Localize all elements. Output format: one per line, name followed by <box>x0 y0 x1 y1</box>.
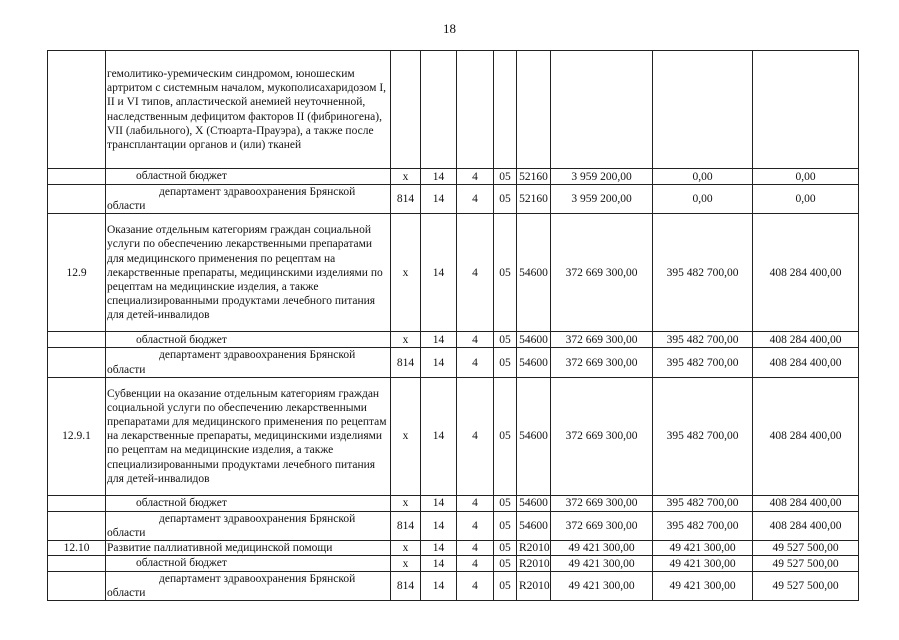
table-row <box>48 495 859 511</box>
item-number <box>48 495 106 511</box>
item-name: областной бюджет <box>106 556 391 571</box>
cell-cs1: 05 <box>494 556 517 571</box>
cell-cs1: 05 <box>494 214 517 332</box>
cell-year2: 49 421 300,00 <box>653 571 753 600</box>
item-name <box>106 571 391 600</box>
cell-rz: 14 <box>421 495 457 511</box>
cell-year1: 372 669 300,00 <box>551 377 653 495</box>
item-number: 12.9.1 <box>48 377 106 495</box>
cell-gr: 814 <box>391 571 421 600</box>
cell-rz: 14 <box>421 511 457 540</box>
cell-gr <box>391 51 421 169</box>
item-number: 12.10 <box>48 541 106 556</box>
item-number <box>48 51 106 169</box>
cell-pr: 4 <box>457 185 494 214</box>
dept-name: департамент здравоохранения Брянской <box>159 349 356 362</box>
table-row <box>48 571 859 600</box>
table-row <box>48 556 859 571</box>
cell-pr: 4 <box>457 495 494 511</box>
cell-rz <box>421 51 457 169</box>
cell-cs2: R2010 <box>517 556 551 571</box>
cell-year1: 3 959 200,00 <box>551 185 653 214</box>
table-row <box>48 51 859 169</box>
item-name <box>106 185 391 214</box>
cell-year1: 49 421 300,00 <box>551 556 653 571</box>
cell-rz: 14 <box>421 571 457 600</box>
cell-year3 <box>753 51 859 169</box>
cell-cs2: 54600 <box>517 377 551 495</box>
cell-year1: 372 669 300,00 <box>551 511 653 540</box>
item-number <box>48 556 106 571</box>
cell-gr: x <box>391 377 421 495</box>
table-row <box>48 214 859 332</box>
cell-year1: 3 959 200,00 <box>551 169 653 185</box>
cell-year1: 372 669 300,00 <box>551 332 653 348</box>
dept-name: департамент здравоохранения Брянской <box>159 572 356 585</box>
cell-cs1: 05 <box>494 511 517 540</box>
cell-pr: 4 <box>457 377 494 495</box>
cell-year2: 395 482 700,00 <box>653 348 753 377</box>
cell-cs1: 05 <box>494 495 517 511</box>
cell-year3: 408 284 400,00 <box>753 511 859 540</box>
item-name: областной бюджет <box>106 332 391 348</box>
item-number <box>48 348 106 377</box>
cell-rz: 14 <box>421 556 457 571</box>
cell-year3: 408 284 400,00 <box>753 495 859 511</box>
item-name <box>106 348 391 377</box>
cell-year3: 408 284 400,00 <box>753 332 859 348</box>
cell-gr: x <box>391 495 421 511</box>
dept-name: департамент здравоохранения Брянской <box>159 186 356 198</box>
item-name <box>106 511 391 540</box>
item-number <box>48 571 106 600</box>
cell-cs2: 54600 <box>517 214 551 332</box>
cell-year1: 49 421 300,00 <box>551 541 653 556</box>
item-number <box>48 185 106 214</box>
dept-name-cont: области <box>107 363 146 376</box>
cell-cs2: 52160 <box>517 185 551 214</box>
cell-cs1: 05 <box>494 541 517 556</box>
cell-cs2: 54600 <box>517 511 551 540</box>
cell-cs2: 52160 <box>517 169 551 185</box>
item-name: Субвенции на оказание отдельным категориям граждан социальной услуги по обеспечению лекарственными препаратами для медицинского применения по рецептам на лекарственные препараты, медицинскими изделиями по рецептам на медицинские изделия, а также специализированными продуктами лечебного питания для детей-инвалидов <box>106 377 391 495</box>
cell-gr: x <box>391 169 421 185</box>
dept-name-cont: области <box>107 527 146 540</box>
cell-pr: 4 <box>457 556 494 571</box>
table-row <box>48 169 859 185</box>
cell-cs2: 54600 <box>517 495 551 511</box>
cell-year3: 408 284 400,00 <box>753 377 859 495</box>
item-name: Оказание отдельным категориям граждан социальной услуги по обеспечению лекарственными препаратами для медицинского применения по рецептам на лекарственные препараты, медицинскими изделиями по рецептам на медицинские изделия, а также специализированными продуктами лечебного питания для детей-инвалидов <box>106 214 391 332</box>
cell-cs1: 05 <box>494 169 517 185</box>
cell-gr: 814 <box>391 348 421 377</box>
cell-year2: 49 421 300,00 <box>653 556 753 571</box>
cell-cs2: R2010 <box>517 541 551 556</box>
cell-year2: 395 482 700,00 <box>653 214 753 332</box>
cell-rz: 14 <box>421 541 457 556</box>
cell-year1 <box>551 51 653 169</box>
cell-cs1: 05 <box>494 348 517 377</box>
cell-year2: 395 482 700,00 <box>653 332 753 348</box>
cell-cs2 <box>517 51 551 169</box>
cell-year3: 0,00 <box>753 169 859 185</box>
budget-table <box>47 50 859 601</box>
cell-rz: 14 <box>421 348 457 377</box>
cell-year1: 49 421 300,00 <box>551 571 653 600</box>
cell-pr <box>457 51 494 169</box>
cell-year3: 49 527 500,00 <box>753 556 859 571</box>
cell-cs2: 54600 <box>517 348 551 377</box>
cell-cs1: 05 <box>494 377 517 495</box>
table-row <box>48 348 859 377</box>
cell-pr: 4 <box>457 169 494 185</box>
item-name: Развитие паллиативной медицинской помощи <box>106 541 391 556</box>
cell-pr: 4 <box>457 332 494 348</box>
item-name: областной бюджет <box>106 169 391 185</box>
cell-cs2: 54600 <box>517 332 551 348</box>
cell-year2: 0,00 <box>653 169 753 185</box>
table-row <box>48 332 859 348</box>
cell-gr: x <box>391 332 421 348</box>
cell-pr: 4 <box>457 348 494 377</box>
cell-cs1 <box>494 51 517 169</box>
cell-year2 <box>653 51 753 169</box>
cell-year3: 49 527 500,00 <box>753 541 859 556</box>
cell-pr: 4 <box>457 214 494 332</box>
cell-rz: 14 <box>421 377 457 495</box>
cell-year1: 372 669 300,00 <box>551 214 653 332</box>
cell-cs1: 05 <box>494 332 517 348</box>
item-number: 12.9 <box>48 214 106 332</box>
cell-year2: 395 482 700,00 <box>653 511 753 540</box>
cell-year1: 372 669 300,00 <box>551 348 653 377</box>
table-row <box>48 185 859 214</box>
cell-pr: 4 <box>457 511 494 540</box>
cell-year3: 0,00 <box>753 185 859 214</box>
cell-cs1: 05 <box>494 185 517 214</box>
cell-gr: x <box>391 214 421 332</box>
cell-year2: 49 421 300,00 <box>653 541 753 556</box>
cell-rz: 14 <box>421 332 457 348</box>
cell-year3: 408 284 400,00 <box>753 214 859 332</box>
cell-rz: 14 <box>421 169 457 185</box>
cell-year3: 49 527 500,00 <box>753 571 859 600</box>
item-number <box>48 332 106 348</box>
cell-rz: 14 <box>421 185 457 214</box>
table-row <box>48 541 859 556</box>
cell-year2: 395 482 700,00 <box>653 377 753 495</box>
item-name: областной бюджет <box>106 495 391 511</box>
cell-year2: 0,00 <box>653 185 753 214</box>
cell-gr: 814 <box>391 185 421 214</box>
table-row <box>48 511 859 540</box>
cell-pr: 4 <box>457 571 494 600</box>
cell-gr: x <box>391 556 421 571</box>
dept-name: департамент здравоохранения Брянской <box>159 512 356 525</box>
dept-name-cont: области <box>107 586 146 599</box>
cell-pr: 4 <box>457 541 494 556</box>
cell-year2: 395 482 700,00 <box>653 495 753 511</box>
cell-gr: 814 <box>391 511 421 540</box>
item-number <box>48 169 106 185</box>
item-name: гемолитико-уремическим синдромом, юношеским артритом с системным началом, мукополисахаридозом I, II и VI типов, апластической анемией неуточненной, наследственным дефицитом факторов II (фибриногена), VII (лабильного), X (Стюарта-Прауэра), а также после трансплантации органов и (или) тканей <box>106 51 391 169</box>
page-number: 18 <box>443 21 456 36</box>
cell-cs2: R2010 <box>517 571 551 600</box>
item-number <box>48 511 106 540</box>
table-row <box>48 377 859 495</box>
cell-cs1: 05 <box>494 571 517 600</box>
dept-name-cont: области <box>107 200 146 213</box>
cell-gr: x <box>391 541 421 556</box>
cell-rz: 14 <box>421 214 457 332</box>
cell-year1: 372 669 300,00 <box>551 495 653 511</box>
cell-year3: 408 284 400,00 <box>753 348 859 377</box>
